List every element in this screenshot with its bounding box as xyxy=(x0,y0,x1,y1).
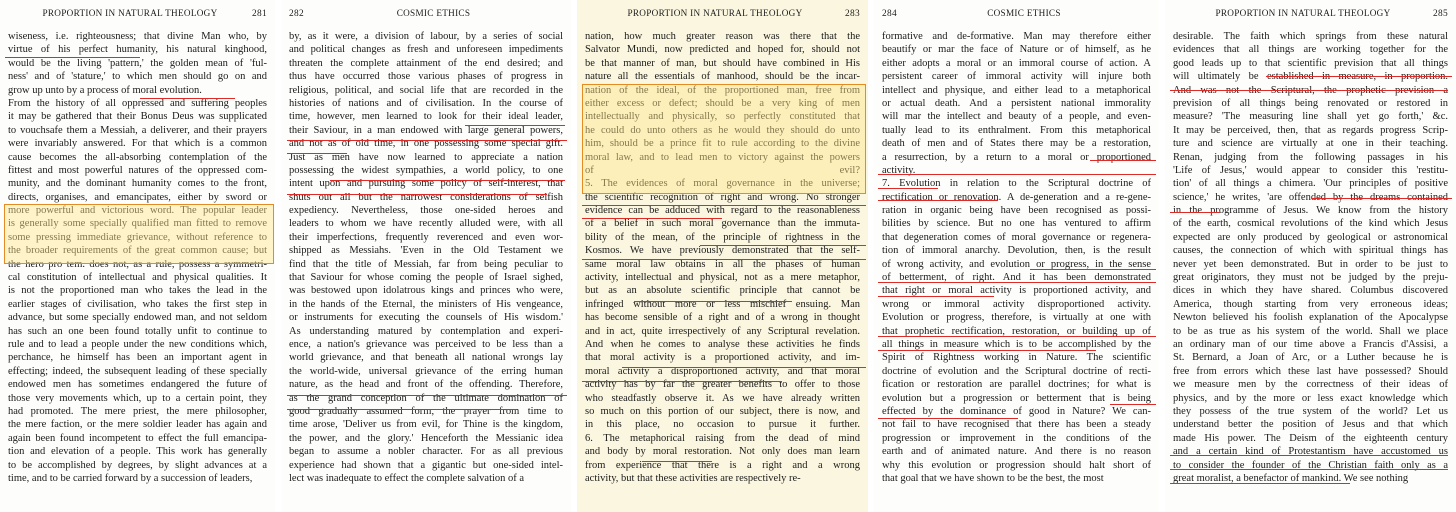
text-line: it may be gathered that their Bonus Deus was supplicated xyxy=(8,111,267,123)
text-line: threaten the complete attainment of the end desired; and xyxy=(289,57,563,69)
text-line: nation of the ideal, of the proportioned man, free from xyxy=(585,84,860,96)
underline-mark xyxy=(1110,404,1156,405)
text-line: beautify or mar the face of Nature or of himself, as he xyxy=(882,44,1151,56)
text-line: 6. The metaphorical raising from the dead of mind xyxy=(585,432,860,444)
text-line: never yet been demonstrated. But in order to be just to xyxy=(1173,258,1448,270)
text-line: that Saviour for whose coming the people of Israel sighed, xyxy=(289,272,563,284)
text-line: that right or moral activity is proportioned activity, and xyxy=(882,285,1151,297)
text-line: or actual death. And a persistent national immorality xyxy=(882,97,1151,109)
text-line: doctrine of evolution and the Scriptural doctrine of recti- xyxy=(882,365,1151,377)
text-line: expediency. Nevertheless, those one-sided heroes and xyxy=(289,205,563,217)
text-line: shuts out all but the narrowest considerations of selfish xyxy=(289,191,563,203)
text-line: good leads up to that scientific prevision that all things xyxy=(1173,57,1448,69)
text-line: St. Bernard, a Joan of Arc, or a Luther because he is xyxy=(1173,352,1448,364)
text-line: ration in organic being have been recognised as possi- xyxy=(882,205,1151,217)
underline-mark xyxy=(878,418,1018,419)
text-line: activity has by far the greater benefits to offer to those xyxy=(585,379,860,391)
page-text xyxy=(289,30,563,485)
text-line: advance, but some specially endowed man, and not seldom xyxy=(8,312,267,324)
text-line: find that the title of Messiah, far from being peculiar to xyxy=(289,258,563,270)
underline-mark xyxy=(5,57,140,58)
highlight-box xyxy=(582,84,866,194)
text-line: moral law, and to lead men to victory against the powers xyxy=(585,151,860,163)
text-line: It may be perceived, then, that as regards progress Scrip- xyxy=(1173,124,1448,136)
page-header xyxy=(1173,6,1448,30)
text-line: the world-wide, universal grievance of the erring human xyxy=(289,365,563,377)
underline-mark xyxy=(287,194,547,195)
text-line: shipped as Messiahs. 'Even in the Old Testament we xyxy=(289,245,563,257)
text-line: as the grand conception of the ultimate domination of xyxy=(289,392,563,404)
text-line: world grievance, and that beneath all national wrongs lay xyxy=(289,352,563,364)
page-header xyxy=(8,6,267,30)
text-line: expected are only produced by geological or astronomical xyxy=(1173,231,1448,243)
underline-mark xyxy=(465,125,565,126)
text-line: Salvator Mundi, now predicted and hoped for, should not xyxy=(585,44,860,56)
underline-mark xyxy=(878,296,994,297)
text-line: were invariably answered. For that which is a common xyxy=(8,138,267,150)
page-number: 285 xyxy=(1433,9,1448,19)
text-line: we measure men by the correctness of their ideas of xyxy=(1173,379,1448,391)
text-line: cause becomes the all-absorbing contemplation of the xyxy=(8,151,267,163)
text-line: great originators, they must not be judged by the preju- xyxy=(1173,272,1448,284)
text-line: thus have occurred those various phases of progress in xyxy=(289,71,563,83)
underline-mark xyxy=(582,205,866,206)
text-line: Kosmos. We have previously demonstrated that the self- xyxy=(585,245,860,257)
text-line: would be the living 'pattern,' the golden mean of 'ful- xyxy=(8,57,267,69)
text-line: of a belief in such moral governance than the immuta- xyxy=(585,218,860,230)
text-line: Just as men have now learned to appreciate a nation xyxy=(289,151,563,163)
text-line: of the earth, cosmical revolutions of the kind which Jesus xyxy=(1173,218,1448,230)
text-line: an ordinary man of our time above a Francis d'Assisi, a xyxy=(1173,338,1448,350)
text-line: bilities by science. But no one has ventured to affirm xyxy=(882,218,1151,230)
running-title: PROPORTION IN NATURAL THEOLOGY xyxy=(627,8,803,18)
text-line: activity. xyxy=(882,164,916,176)
text-line: the power, and the glory.' Henceforth the Messianic idea xyxy=(289,432,563,444)
text-line: evidences that all things are working together for the xyxy=(1173,44,1448,56)
text-line: Evolution or progress, therefore, is virtually at one with xyxy=(882,312,1151,324)
text-line: nature, as the head and front of the offending. Therefore, xyxy=(289,379,563,391)
text-line: persistent career of immoral activity will injure both xyxy=(882,71,1151,83)
text-line: formative and de-formative. Man may therefore either xyxy=(882,31,1151,42)
text-line: histories of nations and of civilisation. In the course of xyxy=(289,97,563,109)
underline-mark xyxy=(287,409,517,410)
page-text xyxy=(882,30,1151,485)
underline-mark xyxy=(878,350,1096,351)
text-line: 5. The evidences of moral governance in the universe; xyxy=(585,178,860,190)
text-line: Newton believed his foolish explanation of the Apocalypse xyxy=(1173,312,1448,324)
text-line: lect was inadequate to effect the complete salvation of a xyxy=(289,472,525,484)
text-line: all things in measure which is to be accomplished by the xyxy=(882,338,1151,350)
text-line: Renan, judging from the following passages in his xyxy=(1173,151,1448,163)
text-line: will ultimately be established in measure, in proportion. xyxy=(1173,71,1448,83)
text-line: tion' of all things a chimera. 'Our principles of positive xyxy=(1173,178,1448,190)
text-line: that goal that we have shown to be the best, the most xyxy=(882,472,1104,484)
text-line: is generally some specially qualified man fitted to remove xyxy=(8,218,267,230)
text-line: fittest and most powerful natures of the oppressed com- xyxy=(8,164,267,176)
text-line: good gradually assumed form, the prayer from time to xyxy=(289,405,563,417)
text-line: in the programme of Jesus. We know from the history xyxy=(1173,205,1448,217)
text-line: the scientific recognition of right and wrong. No stronger xyxy=(585,191,860,203)
underline-mark xyxy=(287,140,567,141)
text-line: activity, but that these activities are respectively re- xyxy=(585,472,801,484)
text-line: but as an absolute scientific principle that cannot be xyxy=(585,285,860,297)
underline-mark xyxy=(878,282,1156,283)
text-line: intellect and physique, and either lead to a metaphorical xyxy=(882,84,1151,96)
page-number: 283 xyxy=(845,9,860,19)
text-line: to be accomplished by degrees, by slight advances at a xyxy=(8,459,267,471)
text-line: the mere faction, or the mere soldier leader has again and xyxy=(8,419,267,431)
text-line: infringed without more or less mischief ensuing. Man xyxy=(585,298,860,310)
text-line: their Saviour, in a man endowed with large general powers, xyxy=(289,124,563,136)
text-line: endowed men has sometimes endangered the future of xyxy=(8,379,267,391)
text-line: earth and of animated nature. And there is no reason xyxy=(882,446,1151,458)
text-line: time, and to be carried forward by a succession of leaders, xyxy=(8,472,253,484)
underline-mark xyxy=(878,336,1156,337)
text-line: tion and elevation of a people. This work has generally xyxy=(8,446,267,458)
text-line: same moral law obtains in all the phases of human xyxy=(585,258,860,270)
text-line: their imperfections, frequently reverenced and even wor- xyxy=(289,231,563,243)
text-line: directs, organises, and emancipates, either by sword or xyxy=(8,191,267,203)
text-line: death of men and of States there may be a restoration, xyxy=(882,138,1151,150)
text-line: evidence can be adduced with regard to the reasonableness xyxy=(585,205,860,217)
text-line: so much on this portion of our subject, there is now, and xyxy=(585,405,860,417)
text-line: desirable. The faith which springs from these natural xyxy=(1173,31,1448,42)
text-line: possessing the widest sympathies, a world policy, to one xyxy=(289,164,563,176)
running-title: PROPORTION IN NATURAL THEOLOGY xyxy=(1215,8,1391,18)
text-line: more powerful and victorious word. The popular leader xyxy=(8,205,267,217)
text-line: tually lead to its enthralment. From this metaphorical xyxy=(882,124,1151,136)
text-line: perchance, he himself has been an important agent in xyxy=(8,352,267,364)
text-line: and body by moral restoration. Not only does man learn xyxy=(585,446,860,458)
text-line: As understanding matured by contemplation and experi- xyxy=(289,325,563,337)
text-line: moral activity a disproportioned activity, and that moral xyxy=(585,365,860,377)
text-line: from experience that there is a right and a wrong xyxy=(585,459,860,471)
text-line: rectification or renovation. A de-generation and a re-gene- xyxy=(882,191,1151,203)
text-line: some pressing immediate grievance, without reference to xyxy=(8,231,267,243)
text-line: the hero pro tem. does not, as a rule, possess a symmetri- xyxy=(8,258,267,270)
text-line: ence, a nation's grievance was perceived to be less than a xyxy=(289,338,563,350)
text-line: time, however, men learned to look for their ideal leader, xyxy=(289,111,563,123)
text-line: wiseness, i.e. righteousness; that divine Man who, by xyxy=(8,31,267,42)
running-title: COSMIC ETHICS xyxy=(987,8,1061,18)
text-line: was bestowed upon idolatrous kings and princes who were, xyxy=(289,285,563,297)
underline-mark xyxy=(1170,455,1448,456)
text-line: rule and to lead a people under the new conditions which, xyxy=(8,338,267,350)
text-line: by, as it were, a division of labour, by a series of social xyxy=(289,31,563,42)
page-text xyxy=(1173,30,1448,485)
text-line: causes, the connection of which with spiritual things has xyxy=(1173,245,1448,257)
text-line: ness' and of 'stature,' to which men should go on and xyxy=(8,71,267,83)
page-283 xyxy=(577,0,868,512)
page-number: 281 xyxy=(252,9,267,19)
underline-mark xyxy=(878,200,998,201)
text-line: dices in which they have shared. Columbus discovered xyxy=(1173,285,1448,297)
text-line: physics, and by the more or less exact knowledge which xyxy=(1173,392,1448,404)
text-line: be that manner of man, but should have combined in His xyxy=(585,57,860,69)
text-line: And was not the Scriptural, the prophetic prevision a xyxy=(1173,84,1448,96)
text-line: grow up unto by a process of moral evolution. xyxy=(8,84,202,96)
underline-mark xyxy=(700,245,866,246)
text-line: of evil? xyxy=(585,164,860,176)
text-line: had promoted. The mere priest, the mere philosopher, xyxy=(8,405,267,417)
page-header xyxy=(585,6,860,30)
text-line: and a certain kind of Protestantism have accustomed us xyxy=(1173,446,1448,458)
text-line: fication or restoration are parallel doctrines; for what is xyxy=(882,379,1151,391)
text-line: to consider the founder of the Christian faith only as a xyxy=(1173,459,1448,471)
underline-mark xyxy=(140,98,235,99)
text-line: wrong or immoral activity disproportioned activity. xyxy=(882,298,1151,310)
text-line: From the history of all oppressed and suffering peoples xyxy=(8,97,267,109)
text-line: America, though starting from very erroneous ideas; xyxy=(1173,298,1448,310)
underline-mark xyxy=(1170,483,1350,484)
text-line: experience had shown that a gigantic but one-sided intel- xyxy=(289,459,563,471)
text-line: ture and science are virtually at one in their teaching. xyxy=(1173,138,1448,150)
text-line: him, should be a prince fit to rule according to the divine xyxy=(585,138,860,150)
text-line: intent upon and pursuing some policy of self-interest, that xyxy=(289,178,563,190)
running-title: PROPORTION IN NATURAL THEOLOGY xyxy=(42,8,218,18)
text-line: and not as of old time, in one possessing some special gift. xyxy=(289,138,563,150)
text-line: that degeneration comes of moral governance or regenera- xyxy=(882,231,1151,243)
underline-mark xyxy=(1266,76,1452,77)
page-header xyxy=(289,6,563,30)
underline-mark xyxy=(582,218,722,219)
text-line: is not the proportioned man who takes the lead in the xyxy=(8,285,267,297)
text-line: evolution but a progression or betterment that is being xyxy=(882,392,1151,404)
underline-mark xyxy=(1170,90,1448,91)
text-line: activity, intellectual and physical, not as a mere metaphor, xyxy=(585,272,860,284)
underline-mark xyxy=(287,395,567,396)
text-line: great moralist, a benefactor of mankind. We see nothing xyxy=(1173,472,1409,484)
underline-mark xyxy=(330,180,565,181)
text-line: nation, how much greater reason was there that the xyxy=(585,31,860,42)
text-line: or instruments for executing the counsels of His wisdom.' xyxy=(289,312,563,324)
text-line: in this place, no occasion to pursue it further. xyxy=(585,419,860,431)
text-line: bility of the mean, of the principle of rightness in the xyxy=(585,231,860,243)
underline-mark xyxy=(878,174,1156,175)
text-line: a resurrection, by a return to a moral or proportioned xyxy=(882,151,1151,163)
text-line: 'Life of Jesus,' would appear to consider this 'restitu- xyxy=(1173,164,1448,176)
text-line: has become sensible of a right and of a wrong in thought xyxy=(585,312,860,324)
text-line: has such an one been found totally unfit to continue to xyxy=(8,325,267,337)
text-line: either adopts a moral or an immoral course of action. A xyxy=(882,57,1151,69)
text-line: why this evolution or progression should halt short of xyxy=(882,459,1151,471)
underline-mark xyxy=(1170,469,1448,470)
underline-mark xyxy=(582,381,782,382)
underline-mark xyxy=(878,188,938,189)
text-line: cal constitution of intellectual and physical qualities. It xyxy=(8,272,267,284)
text-line: began to assume a nobler character. For as all previous xyxy=(289,446,563,458)
highlight-box xyxy=(4,204,274,264)
page-284 xyxy=(874,0,1159,512)
text-line: to vouchsafe them a Messiah, a deliverer, and their prayers xyxy=(8,124,267,136)
text-line: and in act, quite irrespectively of any Scriptural revelation. xyxy=(585,325,860,337)
text-line: nature all the essentials of manhood, should be the incar- xyxy=(585,71,860,83)
text-line: of betterment, of right. And it has been demonstrated xyxy=(882,272,1151,284)
text-line: that prophetic rectification, restoration, or building up of xyxy=(882,325,1151,337)
text-line: measure? 'The measuring line shall yet go forth,' &c. xyxy=(1173,111,1448,123)
text-line: again been found incompetent to effect the full emancipa- xyxy=(8,432,267,444)
text-line: not fail to have recognised that there has been a steady xyxy=(882,419,1151,431)
underline-mark xyxy=(582,259,866,260)
underline-mark xyxy=(1090,160,1156,161)
text-line: free from errors which these last have possessed? Should xyxy=(1173,365,1448,377)
text-line: the broader requirements of the great common cause; but xyxy=(8,245,267,257)
text-line: religious, political, and social life that are recorded in the xyxy=(289,84,563,96)
text-line: And when he comes to analyse these activities he finds xyxy=(585,338,860,350)
running-title: COSMIC ETHICS xyxy=(396,8,471,18)
text-line: understand better the position of Jesus and that which xyxy=(1173,419,1448,431)
text-line: who steadfastly observe it. As we have already written xyxy=(585,392,860,404)
text-line: to be as true as his system of the world. Shall we place xyxy=(1173,325,1448,337)
text-line: progression or improvement in the conditions of the xyxy=(882,432,1151,444)
page-number: 284 xyxy=(882,9,897,19)
text-line: virtue of his perfect humanity, his natural kinghood, xyxy=(8,44,267,56)
text-line: time arose, 'Deliver us from evil, for Thine is the kingdom, xyxy=(289,419,563,431)
text-line: made His power. The Deism of the eighteenth century xyxy=(1173,432,1448,444)
text-line: they possess of the true system of the world? Let us xyxy=(1173,405,1448,417)
text-line: tion of immoral anarchy. Devolution, then, is the result xyxy=(882,245,1151,257)
underline-mark xyxy=(287,153,347,154)
text-line: and political changes as fresh and unforeseen impediments xyxy=(289,44,563,56)
text-line: effected by the dominance of good in Nature? We can- xyxy=(882,405,1151,417)
underline-mark xyxy=(622,367,866,368)
text-line: munity, and the dominant humanity comes to the front, xyxy=(8,178,267,190)
text-line: those very movements which, up to a certain point, they xyxy=(8,392,267,404)
text-line: he could do unto others as he would they should do unto xyxy=(585,124,860,136)
text-line: prevision of all things being renovated or restored in xyxy=(1173,97,1448,109)
underline-mark xyxy=(642,461,712,462)
underline-mark xyxy=(1312,198,1452,199)
page-header xyxy=(882,6,1151,30)
text-line: effecting; indeed, the subsequent leading of these specially xyxy=(8,365,267,377)
text-line: Spirit of Rightness working in Nature. The scientific xyxy=(882,352,1151,364)
underline-mark xyxy=(1030,269,1156,270)
text-line: 7. Evolution in relation to the Scriptural doctrine of xyxy=(882,178,1151,190)
text-line: in the hands of the Eternal, the ministers of His vengeance, xyxy=(289,298,563,310)
page-number: 282 xyxy=(289,9,304,19)
text-line: earlier stages of civilisation, who takes the first step in xyxy=(8,298,267,310)
text-line: leaders to whom we have recently alluded were, with all xyxy=(289,218,563,230)
text-line: that moral activity is a proportioned activity, and im- xyxy=(585,352,860,364)
text-line: will mar the intellect and beauty of a people, and even- xyxy=(882,111,1151,123)
underline-mark xyxy=(1170,212,1220,213)
text-line: of wrong activity, and evolution or progress, in the sense xyxy=(882,258,1151,270)
text-line: either excess or defect; should be a very king of men xyxy=(585,97,860,109)
text-line: intellectually and physically, so perfectly constituted that xyxy=(585,111,860,123)
text-line: science,' he writes, 'are offended by the dreams contained xyxy=(1173,191,1448,203)
page-282 xyxy=(281,0,571,512)
underline-mark xyxy=(634,301,792,302)
